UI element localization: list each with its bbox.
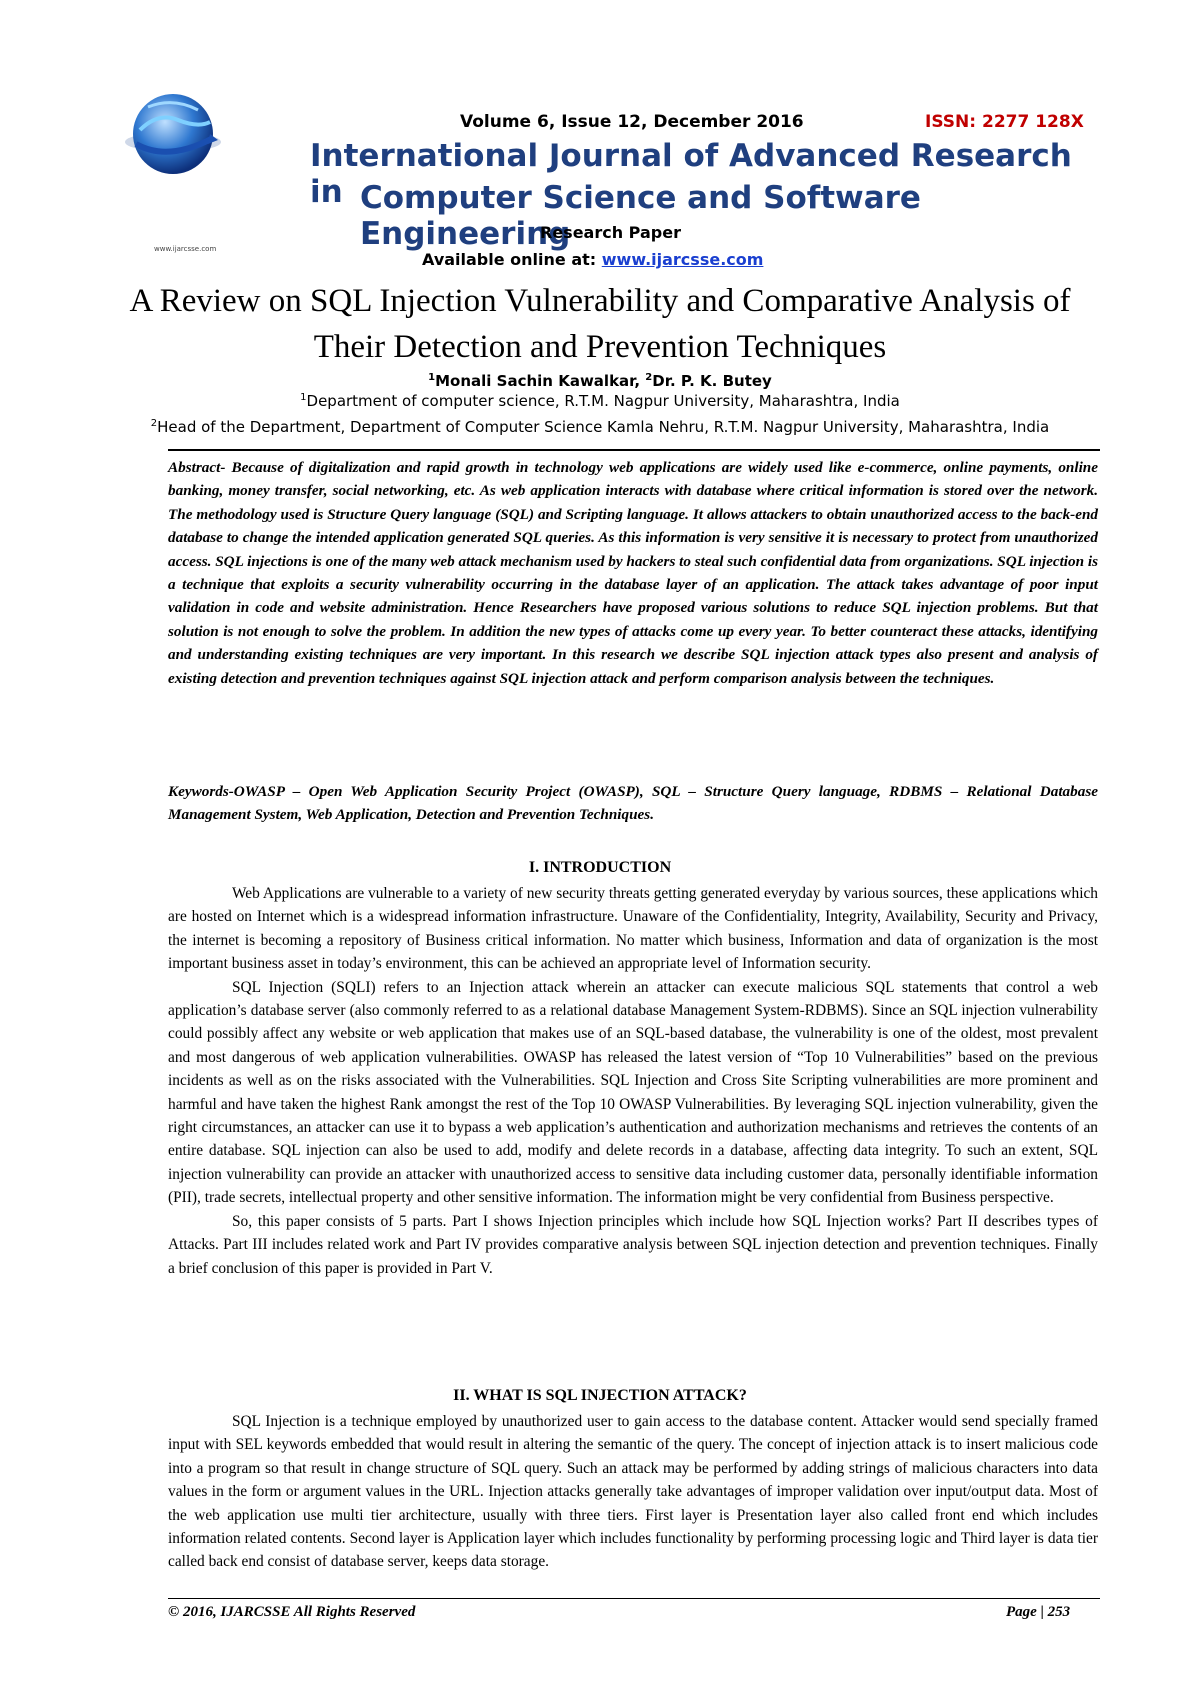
- footer-divider: [168, 1598, 1100, 1599]
- available-online: [422, 250, 763, 269]
- introduction-body: [168, 882, 1098, 1280]
- abstract: Abstract- Because of digitalization and rapid growth in technology web applications are widely used like e-commerce, online payments, online banking, money transfer, social networking, etc. As web application interacts with database where critical information is stored over the network. The methodology used is Structure Query language (SQL) and Scripting language. It allows attackers to obtain unauthorized access to the back-end database to change the intended application generated SQL queries. As this information is very sensitive it is necessary to protect from unauthorized access. SQL injections is one of the many web attack mechanism used by hackers to steal such confidential data from organizations. SQL injection is a technique that exploits a security vulnerability occurring in the database layer of an application. The attack takes advantage of poor input validation in code and website administration. Hence Researchers have proposed various solutions to reduce SQL injection problems. But that solution is not enough to solve the problem. In addition the new types of attacks come up every year. To better counteract these attacks, identifying and understanding existing techniques are very important. In this research we describe SQL injection attack types also present and analysis of existing detection and prevention techniques against SQL injection attack and perform comparison analysis between the techniques.: [168, 459, 1098, 687]
- keywords: Keywords-OWASP – Open Web Application Security Project (OWASP), SQL – Structure Query language, RDBMS – Relational Database Management System, Web Application, Detection and Prevention Techniques.: [168, 783, 1098, 824]
- affiliation1-sup: 1: [300, 392, 307, 403]
- section-heading-what-is-sqli: II. WHAT IS SQL INJECTION ATTACK?: [453, 1387, 747, 1404]
- volume-issue: Volume 6, Issue 12, December 2016: [460, 112, 804, 132]
- affiliation-2: [100, 418, 1100, 436]
- affiliation2-text: Head of the Department, Department of Computer Science Kamla Nehru, R.T.M. Nagpur University, Maharashtra, India: [157, 418, 1050, 436]
- page-number: Page | 253: [1006, 1604, 1071, 1620]
- paper-title: A Review on SQL Injection Vulnerability and Comparative Analysis of Their Detection and Prevention Techniques: [129, 283, 1071, 365]
- affiliation1-text: Department of computer science, R.T.M. Nagpur University, Maharashtra, India: [306, 392, 900, 410]
- divider: [168, 449, 1100, 451]
- issn: ISSN: 2277 128X: [925, 112, 1084, 132]
- affiliation-1: [100, 392, 1100, 410]
- what-paragraph-1: SQL Injection is a technique employed by unauthorized user to gain access to the database content. Attacker would send specially framed input with SEL keywords embedded that would result in altering the semantic of the query. The concept of injection attack is to insert malicious code into a program so that result in change structure of SQL query. Such an attack may be performed by adding strings of malicious characters into data values in the form or argument values in the URL. Injection attacks generally take advantages of improper validation over input/output data. Most of the web application use multi tier architecture, usually with three tiers. First layer is Presentation layer also called front end which includes information related contents. Second layer is Application layer which includes functionality by performing processing logic and Third layer is data tier called back end consist of database server, keeps data storage.: [168, 1413, 1098, 1571]
- journal-title-line2: Computer Science and Software Engineering: [360, 180, 921, 252]
- author2: Dr. P. K. Butey: [652, 372, 772, 390]
- intro-paragraph-3: So, this paper consists of 5 parts. Part I shows Injection principles which include how SQL Injection works? Part II describes types of Attacks. Part III includes related work and Part IV provides comparative analysis between SQL injection detection and prevention techniques. Finally a brief conclusion of this paper is provided in Part V.: [168, 1212, 1098, 1277]
- journal-website-link[interactable]: www.ijarcsse.com: [601, 250, 764, 269]
- intro-paragraph-2: SQL Injection (SQLI) refers to an Injection attack wherein an attacker can execute malicious SQL statements that control a web application’s database server (also commonly referred to as a relational database Management System-RDBMS). Since an SQL injection vulnerability could possibly affect any website or web application that makes use of an SQL-based database, the vulnerability is one of the oldest, most prevalent and most dangerous of web application vulnerabilities. OWASP has released the latest version of “Top 10 Vulnerabilities” based on the previous incidents as well as on the risks associated with the Vulnerabilities. SQL Injection and Cross Site Scripting vulnerabilities are more prominent and harmful and have taken the highest Rank amongst the rest of the Top 10 OWASP Vulnerabilities. By leveraging SQL injection vulnerability, given the right circumstances, an attacker can use it to bypass a web application’s authentication and authorization mechanisms and retrieves the contents of an entire database. SQL injection can also be used to add, modify and delete records in a database, affecting data integrity. To such an extent, SQL injection vulnerability can provide an attacker with unauthorized access to sensitive data including customer data, personally identifiable information (PII), trade secrets, intellectual property and other sensitive information. The information might be very confidential from Business perspective.: [168, 978, 1098, 1207]
- affiliation2-sup: 2: [150, 418, 158, 429]
- author1: Monali Sachin Kawalkar,: [435, 372, 646, 390]
- section-heading-introduction: I. INTRODUCTION: [528, 859, 672, 876]
- available-online-label: Available online at:: [422, 250, 602, 269]
- logo-caption: www.ijarcsse.com: [154, 245, 217, 253]
- paper-type: Research Paper: [540, 223, 681, 242]
- authors: [100, 372, 1100, 390]
- author2-sup: 2: [645, 372, 653, 383]
- intro-paragraph-1: Web Applications are vulnerable to a variety of new security threats getting generated everyday by various sources, these applications which are hosted on Internet which is a widespread information infrastructure. Unaware of the Confidentiality, Integrity, Availability, Security and Privacy, the internet is becoming a repository of Business critical information. No matter which business, Information and data of organization is the most important business asset in today’s environment, this can be achieved an appropriate level of Information security.: [168, 885, 1098, 973]
- copyright: © 2016, IJARCSSE All Rights Reserved: [168, 1604, 416, 1620]
- journal-title-line1: International Journal of Advanced Research in: [310, 138, 1072, 210]
- what-is-sqli-body: [168, 1410, 1098, 1574]
- author1-sup: 1: [428, 372, 436, 383]
- journal-logo-globe-icon: [118, 82, 228, 192]
